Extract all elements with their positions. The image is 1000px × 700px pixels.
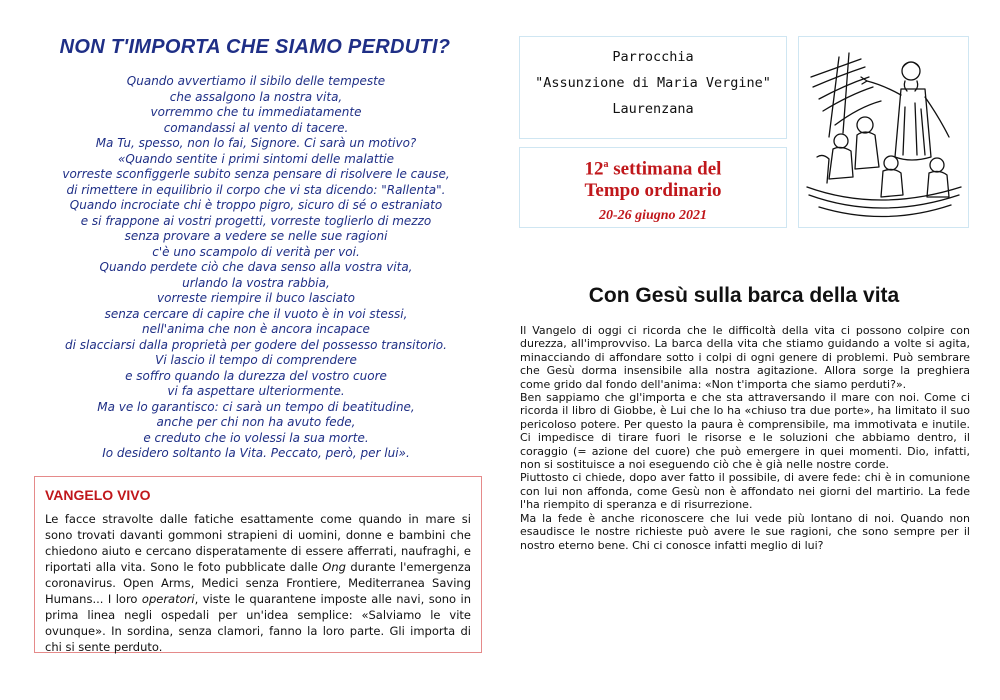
vangelo-vivo-title: VANGELO VIVO — [45, 487, 151, 503]
vangelo-vivo-box — [34, 476, 482, 653]
poem-line: comandassi al vento di tacere. — [163, 120, 349, 135]
poem-line: Quando incrociate chi è troppo pigro, sicuro di sé o estraniato — [69, 198, 443, 212]
article-body — [520, 324, 970, 552]
poem-line: e soffro quando la durezza del vostro cuore — [125, 368, 387, 383]
week-number: 12 — [584, 158, 604, 180]
poem-line: Ma Tu, spesso, non lo fai, Signore. Ci sarà un motivo? — [95, 136, 417, 150]
poem — [40, 74, 472, 462]
poem-line: che assalgono la nostra vita, — [169, 89, 343, 104]
parish-town: Laurenzana — [612, 101, 694, 117]
vangelo-text-part: , viste le quarantene imposte alle navi, sono in prima linea negli ospedali per un'idea semplice: «Salviamo le vite ovunque». In sordina, senza clamori, fanno la loro parte. Gli importa di chi si sente perduto. — [45, 592, 471, 654]
week-line-1-text: settimana del — [608, 158, 722, 180]
poem-line: senza provare a vedere se nelle sue ragioni — [124, 229, 388, 243]
article-paragraph: Ma la fede è anche riconoscere che lui vede più lontano di noi. Quando non esaudisce le nostre richieste può avere le sue ragioni, che sono sempre per il nostro eterno bene. Chi ci conosce infatti meglio di lui? — [520, 511, 970, 552]
poem-line: c'è uno scampolo di verità per voi. — [152, 244, 360, 259]
poem-line: «Quando sentite i primi sintomi delle malattie — [117, 151, 395, 166]
parish-box — [519, 36, 787, 139]
poem-line: e creduto che io volessi la sua morte. — [143, 430, 369, 445]
poem-line: vorreste riempire il buco lasciato — [157, 291, 355, 305]
vangelo-text-operatori: operatori — [141, 592, 195, 606]
week-number-sup: a — [603, 159, 609, 170]
poem-line: senza cercare di capire che il vuoto è in voi stessi, — [104, 306, 408, 321]
poem-line: Ma ve lo garantisco: ci sarà un tempo di beatitudine, — [97, 399, 415, 414]
week-line-1 — [520, 154, 786, 180]
week-line-2: Tempo ordinario — [584, 180, 722, 202]
poem-line: anche per chi non ha avuto fede, — [156, 415, 356, 429]
article-title: Con Gesù sulla barca della vita — [588, 284, 900, 307]
poem-line: e si frappone ai vostri progetti, vorreste toglierlo di mezzo — [80, 213, 432, 228]
vangelo-text-ong: Ong — [322, 560, 346, 574]
poem-line: Vi lascio il tempo di comprendere — [155, 353, 357, 367]
week-dates: 20-26 giugno 2021 — [598, 208, 708, 224]
poem-line: nell'anima che non è ancora incapace — [142, 322, 370, 336]
article-paragraph: Il Vangelo di oggi ci ricorda che le difficoltà della vita ci possono colpire con durezza, all'improvviso. La barca della vita che stiamo guidando a volte si agita, minacciando di affondare sotto i colpi di ogni genere di problemi. Può sembrare che Gesù dorma insensibile alla nostra agitazione. Allora sorge la preghiera come grido dal fondo dell'anima: «Non t'importa che siamo perduti?». — [520, 324, 970, 391]
jesus-in-boat-illustration-icon — [799, 37, 968, 227]
vangelo-text-part: durante l'emergenza coronavirus. Open Arms, Medici senza Frontiere, Mediterranea Saving Humans... I loro — [45, 560, 471, 606]
article-paragraph: Piuttosto ci chiede, dopo aver fatto il possibile, di avere fede: chi è in comunione con lui non affonda, come Gesù non è affondato nei giorni del martirio. La fede l'ha riempito di speranza e di risurrezione. — [520, 471, 970, 512]
poem-line: vorremmo che tu immediatamente — [150, 105, 362, 119]
poem-line: Quando avvertiamo il sibilo delle tempeste — [126, 74, 386, 88]
poem-line: Io desidero soltanto la Vita. Peccato, però, per lui». — [102, 446, 410, 460]
parish-label: Parrocchia — [612, 49, 694, 65]
article-paragraph: Ben sappiamo che gl'importa e che sta attraversando il mare con noi. Come ci ricorda il libro di Giobbe, è Lui che lo ha «chiuso tra due porte», ha limitato il suo pericoloso potere. Per questo la paura è comprensibile, ma immotivata e inutile. Ci impedisce di tirare fuori le risorse e le soluzioni che abbiamo dentro, il coraggio (= azione del cuore) che può emergere in quei momenti. Dio, infatti, non si sostituisce a noi eseguendo ciò che è già nelle nostre corde. — [520, 391, 970, 472]
vangelo-text-part: Le facce stravolte dalle fatiche esattamente come quando in mare si sono trovati davanti gommoni strapieni di uomini, donne e bambini che chiedono aiuto e cercano disperatamente di essere afferrati, naufraghi, e riportati alla vita. Sono le foto pubblicate dalle — [45, 512, 471, 574]
poem-line: Quando perdete ciò che dava senso alla vostra vita, — [99, 260, 413, 274]
poem-line: di slacciarsi dalla proprietà per godere del possesso transitorio. — [65, 337, 447, 352]
poem-line: vi fa aspettare ulteriormente. — [167, 384, 345, 398]
page-title: NON T'IMPORTA CHE SIAMO PERDUTI? — [59, 36, 451, 58]
week-box — [519, 147, 787, 228]
illustration-box — [798, 36, 969, 228]
poem-line: vorreste sconfiggerle subito senza pensare di risolvere le cause, — [62, 167, 450, 181]
vangelo-vivo-text — [45, 511, 471, 655]
poem-line: urlando la vostra rabbia, — [182, 275, 330, 290]
parish-name: "Assunzione di Maria Vergine" — [535, 75, 771, 91]
poem-line: di rimettere in equilibrio il corpo che vi sta dicendo: "Rallenta". — [66, 182, 446, 197]
